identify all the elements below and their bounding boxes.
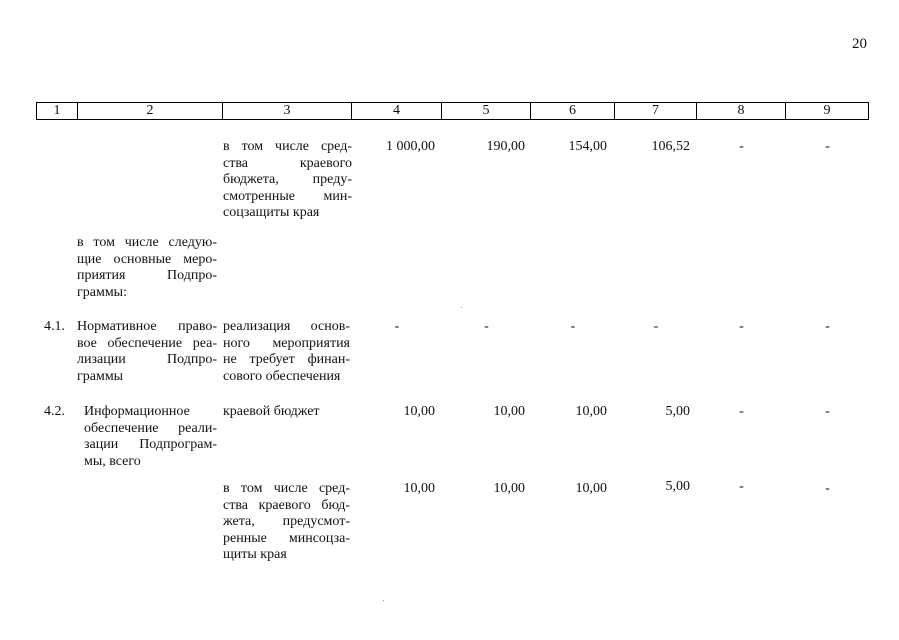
source-cell <box>223 319 350 385</box>
value-col-5: 10,00 <box>493 481 525 496</box>
source-line: ного мероприятия <box>223 335 350 351</box>
value-col-4: 1 000,00 <box>386 139 435 154</box>
header-col-2: 2 <box>78 103 223 120</box>
value-col-6: - <box>570 319 576 334</box>
page-number: 20 <box>852 36 867 52</box>
scan-speck <box>383 600 384 601</box>
value-col-9: - <box>825 139 830 154</box>
source-line: соцзащиты края <box>223 205 320 220</box>
source-line: бюджета, преду- <box>223 172 352 187</box>
value-col-6: 10,00 <box>575 404 607 419</box>
name-line: Информационное <box>84 404 190 419</box>
value-col-7: 5,00 <box>665 479 690 494</box>
value-col-4: 10,00 <box>403 404 435 419</box>
name-line: в том числе следую- <box>77 235 217 250</box>
header-col-8: 8 <box>697 103 786 120</box>
name-line: вое обеспечение реа- <box>77 335 217 351</box>
source-line: ства краевого <box>223 155 352 171</box>
name-line: мы, всего <box>84 453 141 469</box>
value-col-7: 106,52 <box>651 139 690 154</box>
source-line: краевой бюджет <box>223 404 320 419</box>
value-col-8: - <box>739 139 744 154</box>
value-col-9: - <box>825 404 830 419</box>
name-cell <box>77 319 217 385</box>
source-line: в том числе сред- <box>223 481 350 496</box>
name-line: граммы <box>77 368 124 384</box>
value-col-8: - <box>739 319 744 334</box>
header-col-3: 3 <box>223 103 352 120</box>
name-line: зации Подпрограм- <box>84 437 217 452</box>
row-number: 4.2. <box>44 404 65 419</box>
scan-speck <box>461 307 462 308</box>
value-col-5: 10,00 <box>493 404 525 419</box>
name-line: Нормативное право- <box>77 319 217 334</box>
header-col-4: 4 <box>352 103 442 120</box>
name-line: лизации Подпро- <box>77 352 217 367</box>
column-number-header <box>36 102 869 120</box>
source-line: жета, предусмот- <box>223 514 350 529</box>
value-col-5: - <box>484 319 489 334</box>
row-number: 4.1. <box>44 319 65 334</box>
value-col-9: - <box>825 481 830 496</box>
source-line: ренные минсоцза- <box>223 530 350 546</box>
value-col-6: 10,00 <box>575 481 607 496</box>
value-col-4: 10,00 <box>403 481 435 496</box>
source-line: сового обеспечения <box>223 368 341 384</box>
source-cell <box>223 404 350 421</box>
header-col-6: 6 <box>531 103 615 120</box>
name-cell <box>77 235 217 301</box>
value-col-7: - <box>653 319 659 334</box>
source-cell <box>223 139 352 222</box>
name-line: обеспечение реали- <box>84 420 217 436</box>
value-col-4: - <box>394 319 400 334</box>
header-col-9: 9 <box>786 103 869 120</box>
source-cell <box>223 481 350 564</box>
name-line: граммы: <box>77 284 127 300</box>
source-line: смотренные мин- <box>223 188 352 204</box>
name-line: щие основные меро- <box>77 251 217 267</box>
header-col-5: 5 <box>442 103 531 120</box>
source-line: ства краевого бюд- <box>223 497 350 513</box>
source-line: в том числе сред- <box>223 139 352 154</box>
header-col-7: 7 <box>615 103 697 120</box>
value-col-8: - <box>739 479 744 494</box>
value-col-7: 5,00 <box>665 404 690 419</box>
value-col-9: - <box>825 319 830 334</box>
name-line: приятия Подпро- <box>77 268 217 283</box>
header-col-1: 1 <box>37 103 78 120</box>
value-col-5: 190,00 <box>486 139 525 154</box>
value-col-8: - <box>739 404 744 419</box>
value-col-6: 154,00 <box>568 139 607 154</box>
source-line: не требует финан- <box>223 352 350 367</box>
source-line: реализация основ- <box>223 319 350 334</box>
name-cell <box>84 404 217 470</box>
source-line: щиты края <box>223 547 287 562</box>
